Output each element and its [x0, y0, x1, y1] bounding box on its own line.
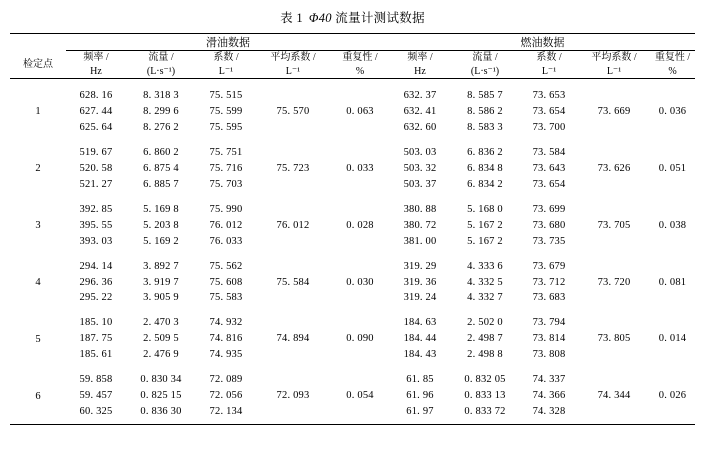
row-spacer [10, 250, 695, 259]
table-group-header-row [10, 34, 695, 51]
header-fuel-frequency: 频率 / Hz [390, 51, 450, 79]
cell-oil-frequency: 294. 14 296. 36 295. 22 [79, 260, 113, 304]
table-caption [10, 8, 695, 26]
cell-fuel-repeatability: 0. 014 [658, 333, 687, 345]
cell-oil-repeatability: 0. 090 [346, 333, 374, 345]
cell-oil-repeatability: 0. 033 [346, 162, 374, 174]
cell-checkpoint: 2 [35, 163, 41, 175]
table-caption-symbol: Φ40 [308, 11, 332, 25]
row-spacer [10, 136, 695, 145]
table-caption-text: 流量计测试数据 [335, 11, 425, 25]
cell-oil-repeatability: 0. 054 [346, 390, 374, 402]
cell-fuel-coefficient: 73. 794 73. 814 73. 808 [532, 317, 566, 361]
cell-oil-average-coefficient: 74. 894 [276, 333, 310, 345]
cell-oil-repeatability: 0. 030 [346, 276, 374, 288]
cell-oil-coefficient: 75. 515 75. 599 75. 595 [209, 90, 243, 133]
table-row [10, 202, 695, 250]
cell-checkpoint: 4 [35, 277, 41, 288]
cell-oil-flow: 3. 892 7 3. 919 7 3. 905 9 [143, 260, 179, 304]
cell-fuel-repeatability: 0. 038 [658, 219, 687, 231]
header-fuel-average-coefficient: 平均系数 / L⁻¹ [578, 51, 650, 79]
cell-oil-frequency: 59. 858 59. 457 60. 325 [79, 374, 113, 418]
cell-oil-frequency: 628. 16 627. 44 625. 64 [79, 90, 113, 133]
cell-checkpoint: 3 [35, 220, 41, 232]
cell-oil-coefficient: 75. 751 75. 716 75. 703 [209, 146, 243, 190]
cell-oil-coefficient: 72. 089 72. 056 72. 134 [209, 374, 243, 418]
header-checkpoint: 检定点 [10, 51, 66, 79]
header-oil-coefficient: 系数 / L⁻¹ [196, 51, 256, 79]
cell-fuel-average-coefficient: 74. 344 [597, 390, 631, 402]
header-oil-frequency: 频率 / Hz [66, 51, 126, 79]
row-spacer [10, 306, 695, 315]
cell-oil-frequency: 185. 10 187. 75 185. 61 [79, 317, 113, 361]
table-row [10, 315, 695, 363]
cell-fuel-flow: 2. 502 0 2. 498 7 2. 498 8 [467, 317, 503, 361]
cell-oil-coefficient: 74. 932 74. 816 74. 935 [209, 317, 243, 361]
cell-oil-average-coefficient: 76. 012 [276, 219, 310, 231]
group-header-spacer [10, 34, 66, 51]
cell-fuel-average-coefficient: 73. 626 [597, 162, 631, 174]
table-row [10, 372, 695, 420]
cell-oil-flow: 5. 169 8 5. 203 8 5. 169 2 [143, 203, 179, 247]
cell-checkpoint: 1 [35, 106, 41, 118]
row-spacer [10, 363, 695, 372]
cell-oil-coefficient: 75. 990 76. 012 76. 033 [209, 203, 243, 247]
cell-fuel-flow: 5. 168 0 5. 167 2 5. 167 2 [467, 203, 503, 247]
table-caption-number: 表 1 [280, 11, 303, 25]
cell-oil-flow: 2. 470 3 2. 509 5 2. 476 9 [143, 317, 179, 361]
cell-oil-flow: 0. 830 34 0. 825 15 0. 836 30 [140, 374, 182, 418]
cell-checkpoint: 6 [35, 390, 41, 402]
cell-fuel-coefficient: 74. 337 74. 366 74. 328 [532, 374, 566, 418]
table-bottom-rule [10, 420, 695, 425]
table-column-header-row [10, 51, 695, 79]
cell-oil-average-coefficient: 75. 723 [276, 162, 310, 174]
header-fuel-repeatability: 重复性 / % [650, 51, 695, 79]
cell-fuel-coefficient: 73. 584 73. 643 73. 654 [532, 146, 566, 190]
cell-oil-frequency: 392. 85 395. 55 393. 03 [79, 203, 113, 247]
cell-fuel-flow: 8. 585 7 8. 586 2 8. 583 3 [467, 90, 503, 133]
cell-fuel-coefficient: 73. 699 73. 680 73. 735 [532, 203, 566, 247]
cell-fuel-flow: 0. 832 05 0. 833 13 0. 833 72 [464, 374, 506, 418]
cell-oil-flow: 8. 318 3 8. 299 6 8. 276 2 [143, 90, 179, 133]
cell-fuel-repeatability: 0. 026 [658, 390, 687, 402]
cell-fuel-frequency: 61. 85 61. 96 61. 97 [406, 374, 434, 418]
cell-oil-average-coefficient: 72. 093 [276, 390, 310, 402]
row-spacer [10, 193, 695, 202]
group-header-fuel: 燃油数据 [390, 34, 695, 51]
flowmeter-test-data-table [10, 33, 695, 425]
cell-fuel-frequency: 503. 03 503. 32 503. 37 [403, 146, 437, 190]
group-header-oil: 滑油数据 [66, 34, 390, 51]
cell-oil-average-coefficient: 75. 584 [276, 276, 310, 288]
cell-fuel-frequency: 319. 29 319. 36 319. 24 [403, 260, 437, 304]
cell-oil-coefficient: 75. 562 75. 608 75. 583 [209, 260, 243, 304]
header-fuel-flow: 流量 / (L·s⁻¹) [450, 51, 520, 79]
header-oil-repeatability: 重复性 / % [330, 51, 390, 79]
table-row [10, 88, 695, 136]
cell-oil-average-coefficient: 75. 570 [276, 105, 310, 117]
cell-fuel-frequency: 632. 37 632. 41 632. 60 [403, 90, 437, 133]
table-row [10, 259, 695, 307]
cell-fuel-flow: 6. 836 2 6. 834 8 6. 834 2 [467, 146, 503, 190]
cell-fuel-average-coefficient: 73. 720 [597, 276, 631, 288]
cell-fuel-average-coefficient: 73. 805 [597, 333, 631, 345]
cell-fuel-flow: 4. 333 6 4. 332 5 4. 332 7 [467, 260, 503, 304]
cell-oil-repeatability: 0. 028 [346, 219, 374, 231]
cell-fuel-average-coefficient: 73. 669 [597, 105, 631, 117]
cell-oil-flow: 6. 860 2 6. 875 4 6. 885 7 [143, 146, 179, 190]
cell-oil-repeatability: 0. 063 [346, 105, 374, 117]
cell-fuel-frequency: 380. 88 380. 72 381. 00 [403, 203, 437, 247]
table-row [10, 145, 695, 193]
cell-fuel-repeatability: 0. 081 [658, 276, 687, 288]
cell-oil-frequency: 519. 67 520. 58 521. 27 [79, 146, 113, 190]
header-oil-average-coefficient: 平均系数 / L⁻¹ [256, 51, 330, 79]
cell-fuel-repeatability: 0. 051 [658, 162, 687, 174]
header-oil-flow: 流量 / (L·s⁻¹) [126, 51, 196, 79]
cell-fuel-repeatability: 0. 036 [658, 105, 687, 117]
cell-checkpoint: 5 [35, 333, 41, 345]
cell-fuel-frequency: 184. 63 184. 44 184. 43 [403, 317, 437, 361]
header-body-spacer [10, 79, 695, 89]
header-fuel-coefficient: 系数 / L⁻¹ [520, 51, 578, 79]
cell-fuel-coefficient: 73. 679 73. 712 73. 683 [532, 260, 566, 304]
cell-fuel-coefficient: 73. 653 73. 654 73. 700 [532, 90, 566, 133]
cell-fuel-average-coefficient: 73. 705 [597, 219, 631, 231]
